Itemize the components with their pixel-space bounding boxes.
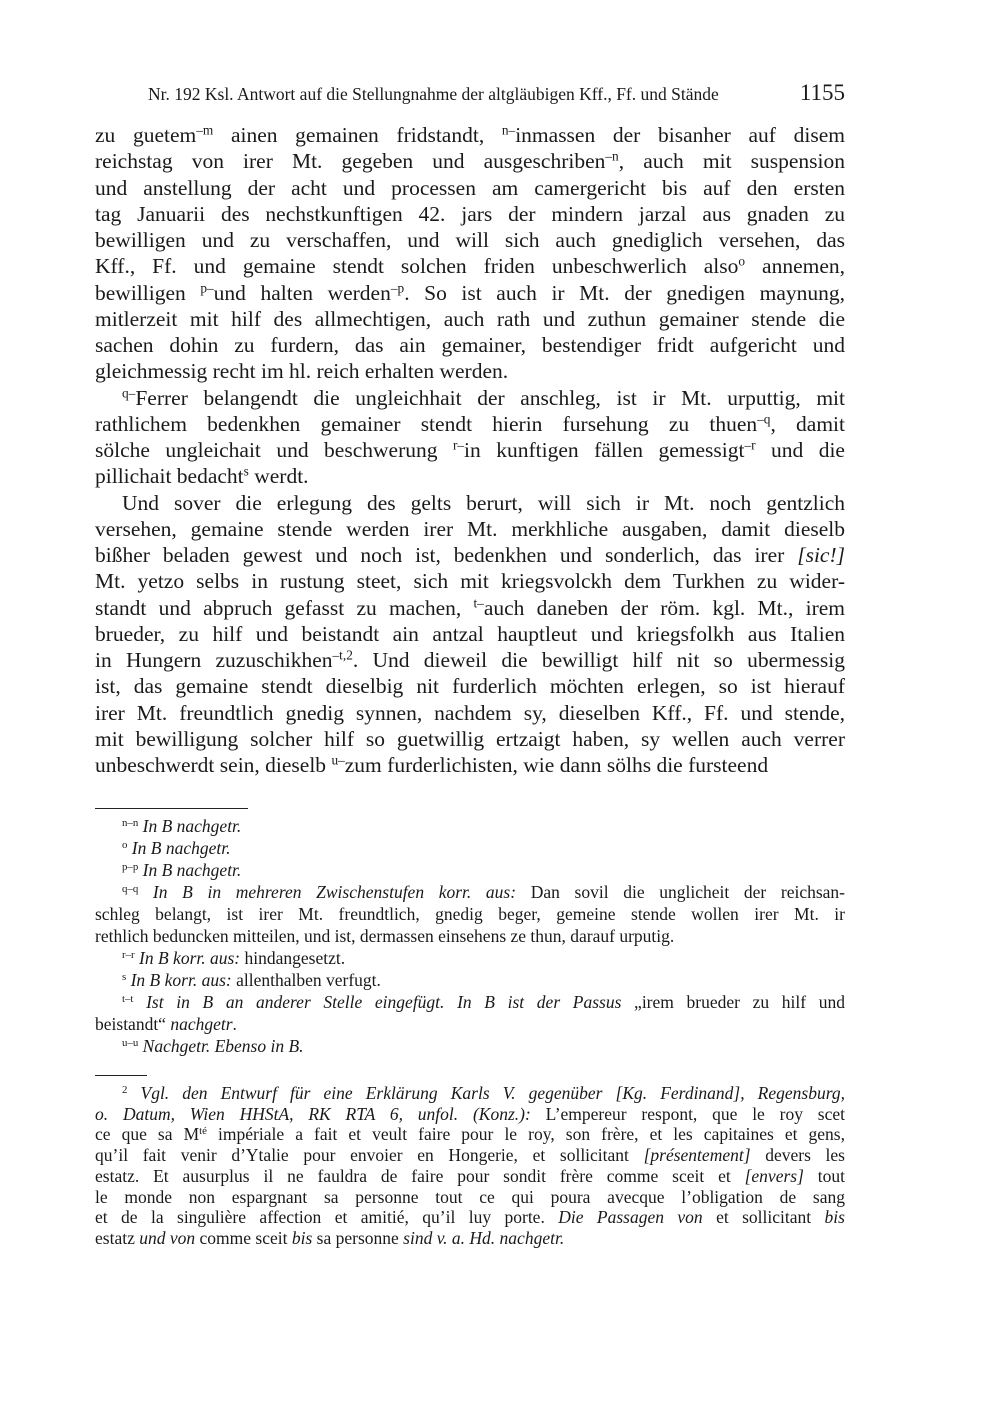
text-line — [95, 700, 845, 726]
text-segment: in Hungern zuzuschikhen — [95, 648, 333, 672]
text-segment: mit bewilligung solcher hilf so guetwillig ertzaigt haben, sy wellen auch verrer — [95, 726, 845, 751]
text-line — [95, 673, 845, 699]
note-marker: s — [122, 971, 127, 984]
text-segment: impériale a fait et veult faire pour le roy, son frère, et les capitaines et gens, — [206, 1124, 845, 1145]
main-text — [95, 122, 845, 778]
text-segment: auch daneben der röm. kgl. Mt., irem — [483, 595, 845, 620]
text-line — [95, 859, 845, 881]
text-segment — [127, 1083, 140, 1103]
note-marker: –r — [744, 437, 756, 453]
text-segment: tag Januarii des nechstkunftigen 42. jars der mindern jarzal aus gnaden zu — [95, 201, 845, 226]
text-segment: schleg belangt, ist irer Mt. freundtlich, gnedig beger, gemeine stende wollen irer Mt. ir — [95, 904, 845, 924]
text-segment: mitlerzeit mit hilf des allmechtigen, auch rath und zuthun gemainer stende die — [95, 306, 845, 331]
running-header — [148, 80, 845, 108]
text-segment: rathlichem bedenkhen gemainer stendt hierin fursehung zu thuen — [95, 411, 758, 436]
text-line — [95, 568, 845, 594]
text-line — [95, 1083, 845, 1104]
text-segment: irer Mt. freundtlich gnedig synnen, nachdem sy, dieselben Kff., Ff. und stende, — [95, 700, 845, 725]
variant-footnotes — [95, 815, 845, 1057]
text-segment: estatz — [95, 1227, 140, 1248]
text-line — [95, 253, 845, 279]
text-segment: bewilligen — [95, 280, 201, 305]
text-segment: , auch mit suspension — [618, 149, 845, 174]
text-segment: Kff., Ff. und gemaine stendt solchen friden unbeschwerlich also — [95, 254, 739, 279]
note-marker: q–q — [122, 883, 139, 896]
text-line — [95, 991, 845, 1013]
text-segment: ainen gemainen fridstandt, — [213, 123, 502, 147]
paragraph — [95, 969, 845, 991]
note-marker: q– — [122, 385, 136, 401]
note-marker: r–r — [122, 949, 135, 962]
commentary-footnotes — [95, 1083, 845, 1249]
text-segment: . So ist auch ir Mt. der gnedigen maynung, — [404, 280, 845, 305]
text-line — [95, 358, 845, 384]
italic-text: bis — [291, 1227, 313, 1248]
note-marker: o — [738, 253, 746, 269]
text-line — [95, 516, 845, 542]
italic-text: bis — [824, 1207, 845, 1228]
text-line — [95, 227, 845, 253]
text-line — [95, 595, 845, 621]
text-line — [95, 947, 845, 969]
text-segment: zum furderlichisten, wie dann sölhs die fursteend — [344, 753, 769, 777]
text-segment: gleichmessig recht im hl. reich erhalten werden. — [95, 359, 509, 384]
text-segment: reichstag von irer Mt. gegeben und ausgeschriben — [95, 149, 606, 174]
text-line — [95, 411, 845, 437]
text-segment: und anstellung der acht und processen am camergericht bis auf den ersten — [95, 175, 845, 200]
text-line — [95, 201, 845, 227]
italic-text: In B korr. aus: — [130, 970, 232, 990]
text-segment: „irem brueder zu hilf und — [621, 992, 845, 1012]
note-marker: p– — [200, 280, 214, 296]
italic-text: In B nachgetr. — [142, 816, 242, 836]
text-line — [95, 815, 845, 837]
text-segment: estatz. Et ausurplus il ne fauldra de faire pour sondit frère comme sceit et — [95, 1165, 745, 1186]
italic-text: Vgl. den Entwurf für eine Erklärung Karls V. gegenüber [Kg. Ferdinand], Regensburg, — [140, 1083, 845, 1103]
note-marker: n–n — [122, 817, 139, 830]
text-line — [95, 925, 845, 947]
italic-text: [envers] — [744, 1165, 804, 1186]
text-segment: Und sover die erlegung des gelts berurt, will sich ir Mt. noch gentzlich — [122, 490, 845, 515]
text-segment: in kunftigen fällen gemessigt — [464, 438, 745, 462]
text-segment: beistandt“ — [95, 1014, 171, 1034]
text-segment: bißher beladen gewest und noch ist, bedenkhen und sonderlich, das irer — [95, 543, 798, 567]
text-segment: qu’il fait venir d’Ytalie pour envoier en Hongerie, et sollicitant — [95, 1145, 644, 1166]
text-segment: und die — [755, 438, 845, 462]
text-line — [95, 1207, 845, 1228]
paragraph — [95, 991, 845, 1035]
text-line — [95, 621, 845, 647]
text-line — [95, 1166, 845, 1187]
text-line — [95, 1187, 845, 1208]
note-marker: u–u — [122, 1037, 139, 1050]
text-line — [95, 463, 845, 489]
text-segment: tout — [803, 1165, 845, 1186]
text-segment: hindangesetzt. — [240, 948, 346, 968]
text-segment: inmassen der bisanher auf disem — [515, 123, 845, 147]
italic-text: [présentement] — [643, 1145, 751, 1166]
text-segment: unbeschwerdt sein, dieselb — [95, 753, 332, 777]
note-marker: s — [243, 463, 249, 479]
paragraph — [95, 1035, 845, 1057]
text-segment: . Und dieweil die bewilligt hilf nit so ubermessig — [352, 648, 845, 672]
text-line — [95, 542, 845, 568]
commentary-divider — [95, 1075, 147, 1076]
text-segment: , damit — [770, 411, 845, 436]
text-line — [95, 1124, 845, 1145]
italic-text: sind v. a. Hd. nachgetr. — [403, 1227, 565, 1248]
text-line — [95, 437, 845, 463]
italic-text: In B nachgetr. — [142, 860, 242, 880]
text-line — [95, 881, 845, 903]
paragraph — [95, 122, 845, 385]
note-marker: –q — [757, 411, 771, 427]
note-marker: p–p — [122, 861, 139, 874]
text-line — [95, 175, 845, 201]
text-segment: pillichait bedacht — [95, 464, 244, 489]
text-segment: ist, das gemaine stendt dieselbig nit furderlich möchten erlegen, so ist hierauf — [95, 674, 845, 699]
text-line — [95, 148, 845, 174]
note-marker: 2 — [122, 1084, 128, 1097]
note-marker: n– — [501, 122, 516, 138]
text-line — [95, 122, 845, 148]
note-marker: o — [122, 839, 128, 852]
note-marker: –n — [605, 148, 619, 164]
text-segment: Dan sovil die unglicheit der reichsan- — [516, 882, 845, 902]
note-marker: té — [199, 1125, 207, 1138]
paragraph — [95, 881, 845, 947]
text-line — [95, 969, 845, 991]
text-segment: L’empereur respont, que le roy scet — [530, 1103, 845, 1124]
text-segment: le monde non espargnant sa personne tout ce qui poura avecque l’obligation de sang — [95, 1186, 845, 1207]
italic-text: nachgetr — [170, 1014, 233, 1034]
text-line — [95, 1145, 845, 1166]
note-marker: u– — [331, 752, 345, 768]
text-segment: allenthalben verfugt. — [231, 970, 381, 990]
italic-text: In B korr. aus: — [139, 948, 241, 968]
text-segment: rethlich beduncken mitteilen, und ist, dermassen einsehens ze thun, darauf urputig. — [95, 926, 675, 946]
paragraph — [95, 385, 845, 490]
note-marker: t–t — [122, 993, 134, 1006]
text-segment: versehen, gemaine stende werden irer Mt. merkhliche ausgaben, damit dieselb — [95, 516, 845, 541]
text-line — [95, 1228, 845, 1249]
text-segment: sa personne — [312, 1227, 404, 1248]
text-segment: ce que sa M — [95, 1124, 200, 1145]
text-segment: bewilligen und zu verschaffen, und will sich auch gnediglich versehen, das — [95, 228, 845, 252]
footnote-divider — [95, 808, 248, 809]
text-line — [95, 1104, 845, 1125]
italic-text: In B nachgetr. — [131, 838, 231, 858]
note-marker: –m — [196, 122, 214, 138]
text-segment: annemen, — [745, 254, 845, 279]
text-segment: et sollicitant — [702, 1207, 825, 1228]
paragraph — [95, 837, 845, 859]
running-header-title: Nr. 192 Ksl. Antwort auf die Stellungnahme der altgläubigen Kff., Ff. und Stände — [148, 84, 719, 104]
text-segment: und halten werden — [213, 280, 391, 305]
italic-text: o. Datum, Wien HHStA, RK RTA 6, unfol. (Konz.): — [95, 1103, 531, 1124]
italic-text: und von — [139, 1227, 196, 1248]
text-segment: Ferrer belangendt die ungleichhait der anschleg, ist ir Mt. urputtig, mit — [135, 385, 845, 410]
italic-text: [sic!] — [797, 543, 845, 567]
text-line — [95, 306, 845, 332]
text-segment: . — [232, 1014, 237, 1034]
paragraph — [95, 815, 845, 837]
text-segment: comme sceit — [195, 1227, 292, 1248]
text-segment: standt und abpruch gefasst zu machen, — [95, 595, 474, 620]
text-line — [95, 903, 845, 925]
text-line — [95, 332, 845, 358]
italic-text: In B in mehreren Zwischenstufen korr. aus: — [152, 882, 517, 902]
text-segment: Mt. yetzo selbs in rustung steet, sich mit kriegsvolckh dem Turkhen zu wider- — [95, 569, 845, 594]
text-segment — [133, 992, 146, 1012]
paragraph — [95, 947, 845, 969]
text-line — [95, 726, 845, 752]
text-line — [95, 837, 845, 859]
text-segment — [138, 882, 153, 902]
text-line — [95, 1013, 845, 1035]
paragraph — [95, 859, 845, 881]
italic-text: Nachgetr. Ebenso in B. — [142, 1036, 304, 1056]
text-segment: werdt. — [248, 464, 309, 489]
italic-text: Ist in B an anderer Stelle eingefügt. In B ist der Passus — [146, 992, 622, 1012]
text-segment: et de la singulière affection et amitié, qu’il luy porte. — [95, 1207, 559, 1228]
text-line — [95, 385, 845, 411]
italic-text: Die Passagen von — [558, 1207, 703, 1228]
note-marker: –p — [390, 280, 405, 296]
page-number: 1155 — [799, 80, 845, 105]
text-line — [95, 647, 845, 673]
text-line — [95, 1035, 845, 1057]
text-segment: devers les — [750, 1145, 845, 1166]
text-segment: sachen dohin zu furdern, das ain gemainer, bestendiger fridt aufgericht und — [95, 333, 845, 357]
note-marker: t– — [473, 595, 484, 611]
text-line — [95, 280, 845, 306]
text-segment: zu guetem — [95, 123, 197, 147]
note-marker: r– — [452, 437, 465, 453]
paragraph — [95, 1083, 845, 1249]
text-segment: sölche ungleichait und beschwerung — [95, 438, 453, 462]
paragraph — [95, 490, 845, 779]
text-segment: brueder, zu hilf und beistandt ain antzal hauptleut und kriegsfolkh aus Italien — [95, 621, 845, 646]
text-line — [95, 752, 845, 778]
text-line — [95, 490, 845, 516]
note-marker: –t,2 — [332, 647, 353, 663]
